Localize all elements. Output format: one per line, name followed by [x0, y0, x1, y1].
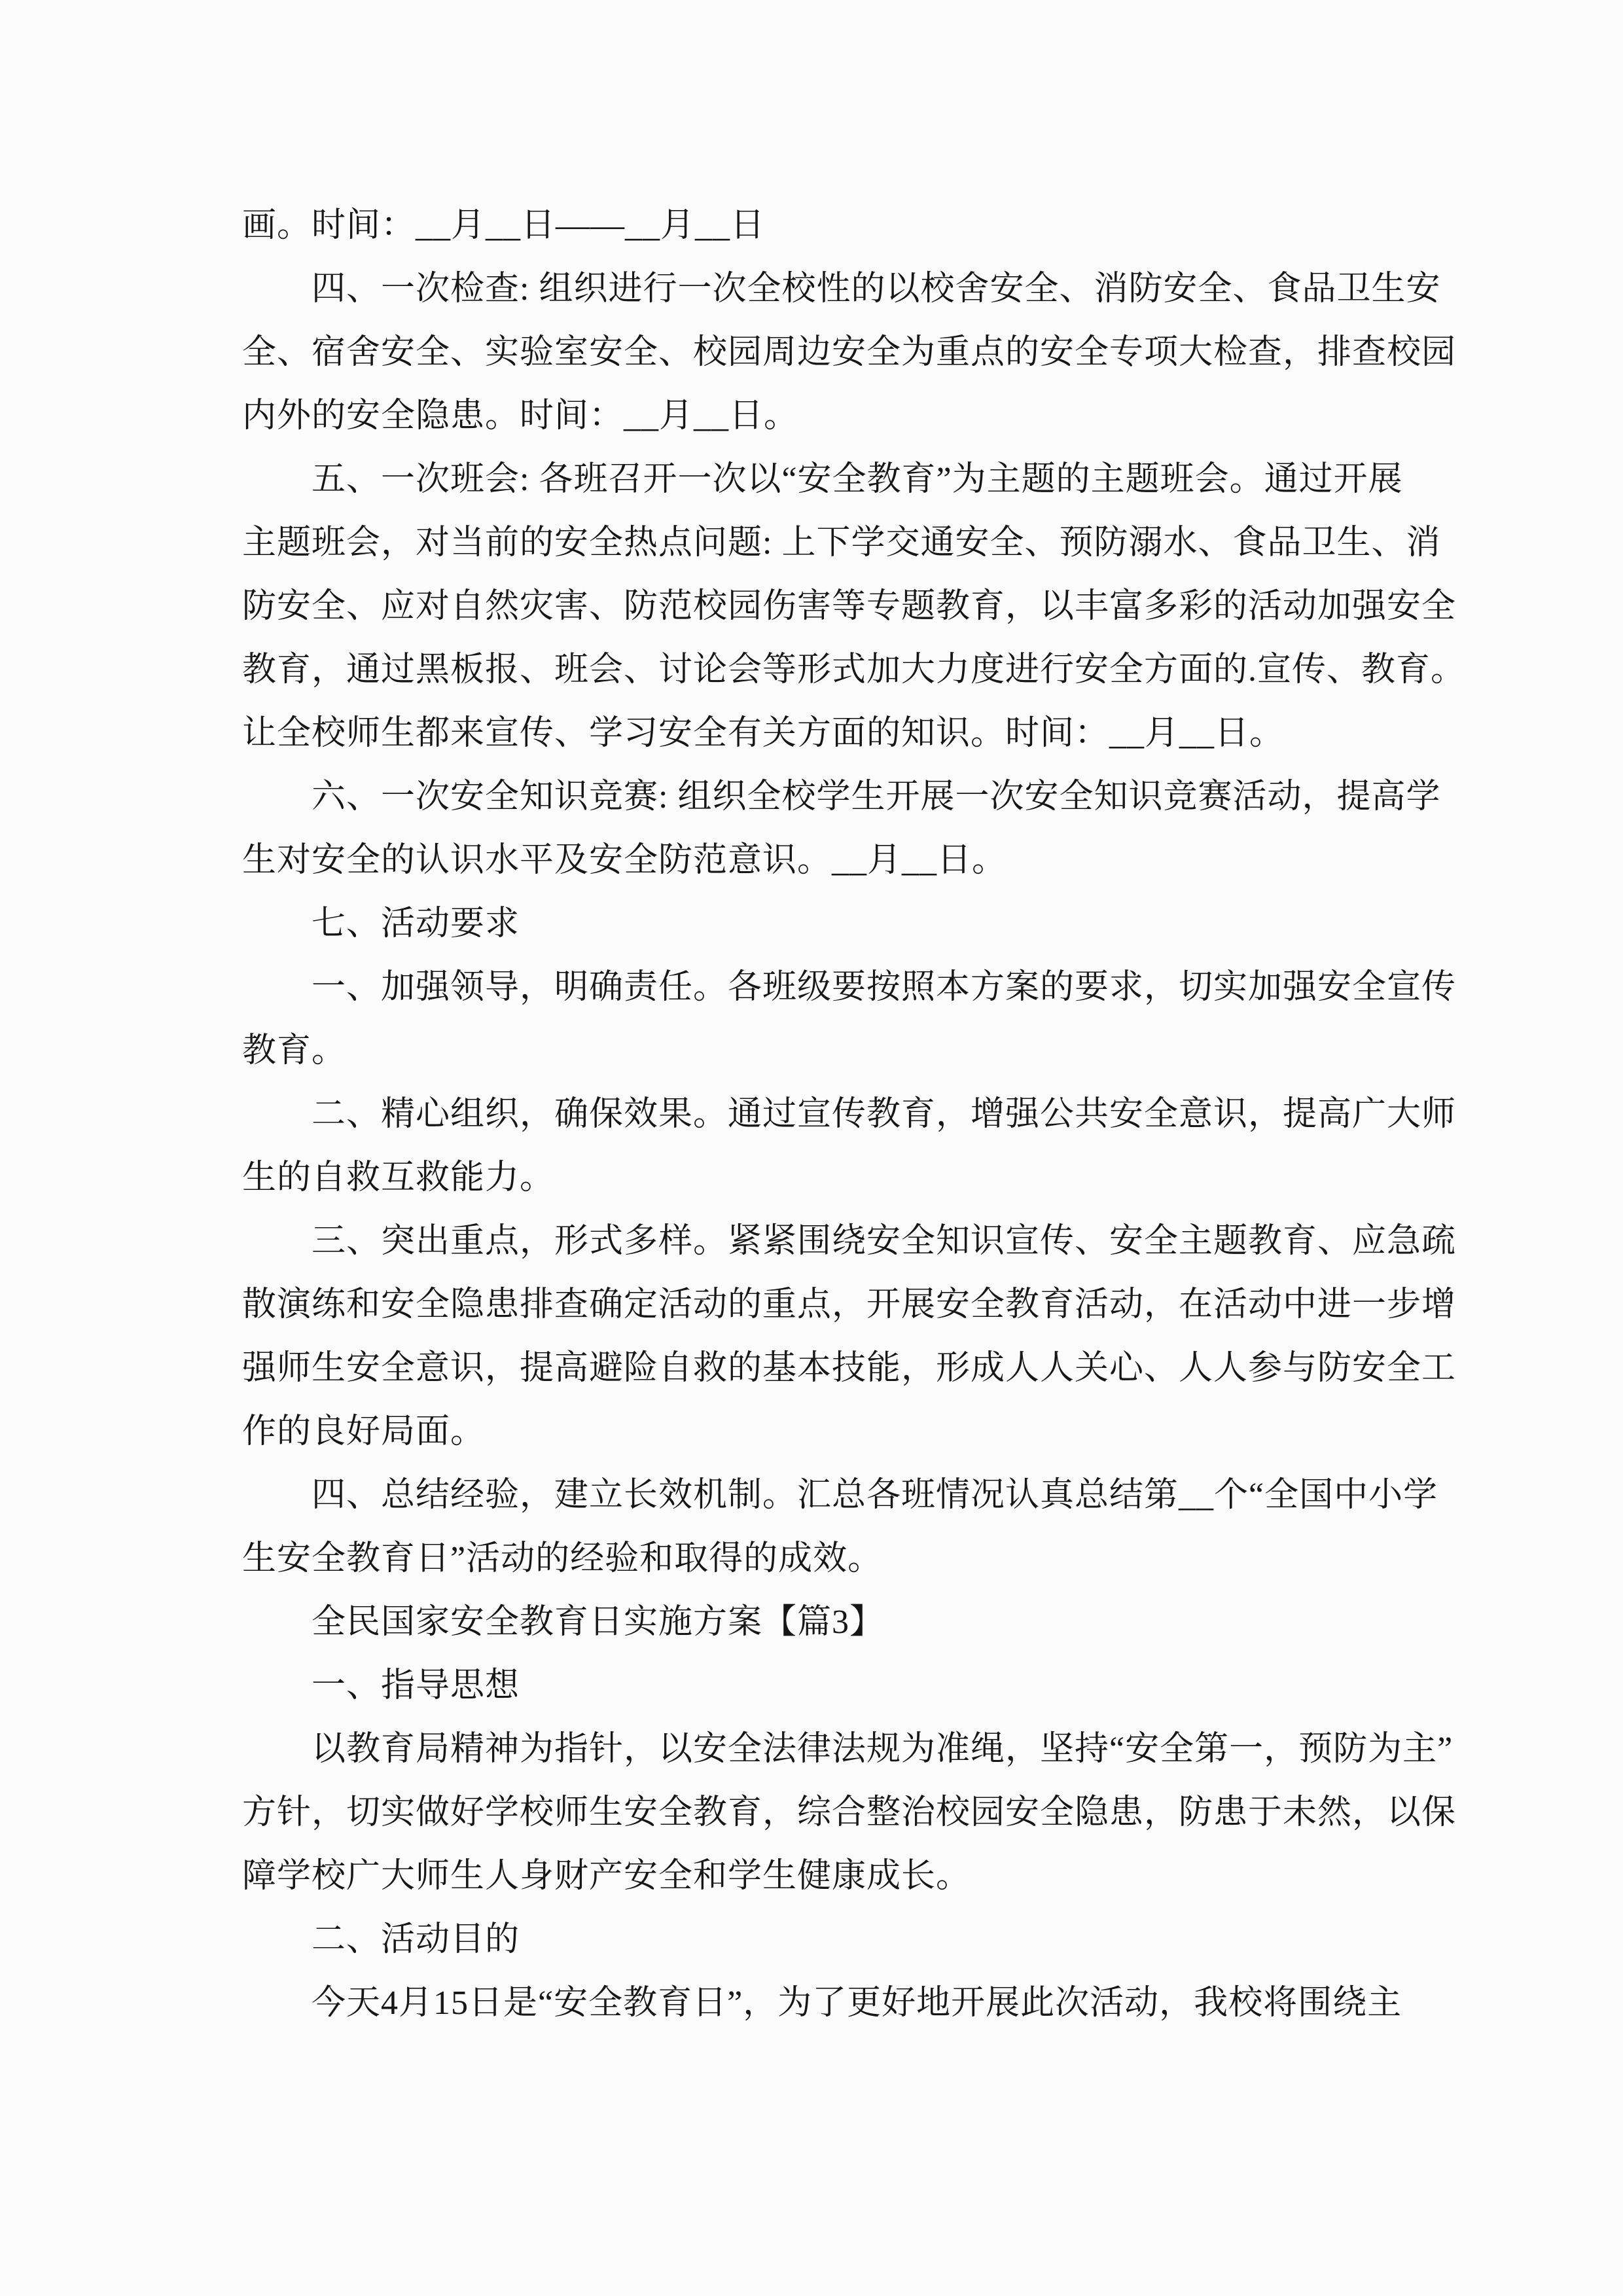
text-line: 四、总结经验，建立长效机制。汇总各班情况认真总结第__个“全国中小学: [312, 1477, 1438, 1514]
text-line: 教育，通过黑板报、班会、讨论会等形式加大力度进行安全方面的.宣传、教育。: [242, 651, 1466, 689]
text-line: 七、活动要求: [312, 905, 520, 942]
text-line: 生对安全的认识水平及安全防范意识。__月__日。: [242, 842, 1007, 879]
text-line: 三、突出重点，形式多样。紧紧围绕安全知识宣传、安全主题教育、应急疏: [312, 1223, 1457, 1260]
text-line: 主题班会，对当前的安全热点问题: 上下学交通安全、预防溺水、食品卫生、消: [242, 524, 1441, 562]
text-line: 全民国家安全教育日实施方案【篇3】: [312, 1604, 885, 1641]
text-line: 防安全、应对自然灾害、防范校园伤害等专题教育，以丰富多彩的活动加强安全: [242, 588, 1457, 625]
text-line: 画。时间：__月__日——__月__日: [242, 207, 766, 244]
text-line: 障学校广大师生人身财产安全和学生健康成长。: [242, 1857, 971, 1895]
text-line: 一、加强领导，明确责任。各班级要按照本方案的要求，切实加强安全宣传: [312, 969, 1457, 1006]
text-line: 六、一次安全知识竞赛: 组织全校学生开展一次安全知识竞赛活动，提高学: [312, 778, 1441, 816]
text-line: 强师生安全意识，提高避险自救的基本技能，形成人人关心、人人参与防安全工: [242, 1350, 1457, 1387]
text-line: 四、一次检查: 组织进行一次全校性的以校舍安全、消防安全、食品卫生安: [312, 270, 1441, 308]
document-body: [242, 194, 1466, 2035]
text-line: 生的自救互救能力。: [242, 1159, 555, 1196]
text-line: 五、一次班会: 各班召开一次以“安全教育”为主题的主题班会。通过开展: [312, 461, 1403, 498]
text-line: 教育。: [242, 1032, 347, 1069]
text-line: 让全校师生都来宣传、学习安全有关方面的知识。时间：__月__日。: [242, 715, 1285, 752]
text-line: 散演练和安全隐患排查确定活动的重点，开展安全教育活动，在活动中进一步增: [242, 1286, 1457, 1323]
text-line: 一、指导思想: [312, 1667, 520, 1704]
text-line: 生安全教育日”活动的经验和取得的成效。: [242, 1540, 883, 1577]
text-line: 全、宿舍安全、实验室安全、校园周边安全为重点的安全专项大检查，排查校园: [242, 334, 1457, 371]
text-line: 作的良好局面。: [242, 1413, 486, 1450]
text-line: 二、活动目的: [312, 1921, 520, 1958]
text-line: 方针，切实做好学校师生安全教育，综合整治校园安全隐患，防患于未然，以保: [242, 1794, 1457, 1831]
text-line: 今天4月15日是“安全教育日”，为了更好地开展此次活动，我校将围绕主: [312, 1984, 1402, 2022]
text-line: 内外的安全隐患。时间：__月__日。: [242, 397, 799, 435]
text-line: 以教育局精神为指针，以安全法律法规为准绳，坚持“安全第一，预防为主”: [312, 1731, 1454, 1768]
text-line: 二、精心组织，确保效果。通过宣传教育，增强公共安全意识，提高广大师: [312, 1096, 1457, 1133]
